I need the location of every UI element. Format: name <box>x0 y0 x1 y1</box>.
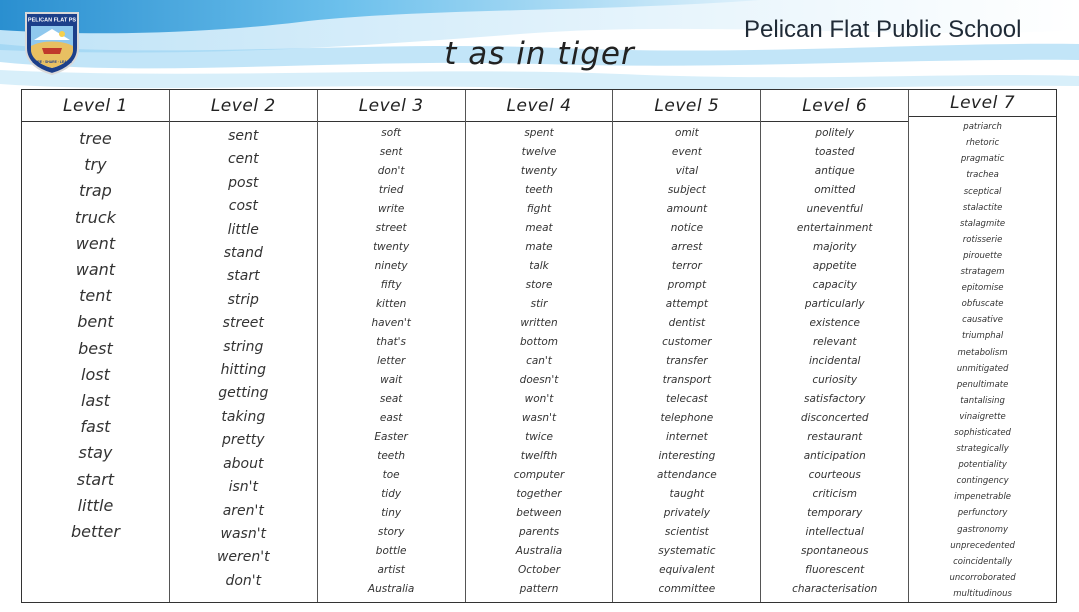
word-item: event <box>671 146 702 158</box>
word-item: bent <box>77 312 114 332</box>
word-item: fight <box>526 203 552 215</box>
word-item: sent <box>379 146 403 158</box>
word-item: coincidentally <box>953 556 1013 567</box>
word-item: rhetoric <box>965 138 1000 149</box>
word-item: uncorroborated <box>949 572 1016 583</box>
word-level-table <box>21 89 1057 603</box>
word-item: satisfactory <box>804 393 866 405</box>
word-item: isn't <box>228 479 258 496</box>
word-item: systematic <box>658 545 716 557</box>
word-item: meat <box>525 222 553 234</box>
word-item: want <box>75 260 116 280</box>
word-item: written <box>520 317 558 329</box>
word-item: toe <box>382 469 400 481</box>
word-item: fluorescent <box>805 564 865 576</box>
word-item: antique <box>814 165 855 177</box>
word-item: spent <box>524 127 554 139</box>
level-column <box>761 90 909 602</box>
word-item: scientist <box>664 526 709 538</box>
level-header: Level 7 <box>909 90 1056 117</box>
word-item: post <box>228 174 259 191</box>
level-header: Level 5 <box>613 90 760 122</box>
word-item: notice <box>670 222 704 234</box>
word-item: taking <box>221 408 266 425</box>
level-header: Level 4 <box>466 90 613 122</box>
word-item: twenty <box>520 165 558 177</box>
word-item: relevant <box>812 336 857 348</box>
word-item: arrest <box>671 241 703 253</box>
word-item: telephone <box>660 412 714 424</box>
word-item: criticism <box>812 488 857 500</box>
word-item: unprecedented <box>950 540 1015 551</box>
level-header: Level 6 <box>761 90 908 122</box>
word-item: twelfth <box>520 450 558 462</box>
word-item: stir <box>530 298 548 310</box>
word-item: anticipation <box>803 450 866 462</box>
word-item: mate <box>525 241 553 253</box>
word-item: weren't <box>216 549 270 566</box>
word-item: pragmatic <box>960 154 1005 165</box>
word-item: Australia <box>515 545 563 557</box>
word-item: unmitigated <box>956 363 1009 374</box>
level-header: Level 1 <box>22 90 169 122</box>
word-item: entertainment <box>796 222 873 234</box>
word-item: sent <box>228 128 259 144</box>
word-list <box>22 122 169 602</box>
word-item: existence <box>809 317 860 329</box>
word-item: gastronomy <box>957 524 1009 535</box>
word-item: disconcerted <box>800 412 869 424</box>
word-item: went <box>75 233 116 253</box>
word-item: vital <box>675 165 699 177</box>
word-item: wait <box>380 374 403 386</box>
word-item: subject <box>667 184 706 196</box>
word-item: trachea <box>966 170 999 181</box>
word-item: transfer <box>666 355 708 367</box>
word-item: store <box>525 279 553 291</box>
word-item: intellectual <box>805 526 864 538</box>
word-item: don't <box>377 165 405 177</box>
word-item: twice <box>525 431 553 443</box>
word-item: trap <box>79 181 112 201</box>
word-item: tried <box>378 184 404 196</box>
word-item: bottle <box>375 545 407 557</box>
word-item: computer <box>513 469 565 481</box>
word-item: talk <box>529 260 549 272</box>
word-item: telecast <box>665 393 708 405</box>
word-item: story <box>377 526 405 538</box>
word-item: majority <box>812 241 857 253</box>
word-item: transport <box>662 374 712 386</box>
word-item: amount <box>666 203 708 215</box>
word-list <box>909 117 1056 602</box>
word-item: spontaneous <box>801 545 869 557</box>
logo-motto: CARE · SHARE · LEARN <box>32 60 72 64</box>
word-item: capacity <box>812 279 857 291</box>
word-item: internet <box>666 431 708 443</box>
level-column <box>613 90 761 602</box>
word-item: artist <box>377 564 405 576</box>
word-item: hitting <box>220 362 266 379</box>
word-item: potentiality <box>958 460 1007 471</box>
word-item: taught <box>669 488 705 500</box>
word-item: string <box>223 338 264 355</box>
word-list <box>761 122 908 602</box>
word-item: stalactite <box>962 202 1003 213</box>
word-item: little <box>77 495 114 515</box>
word-item: pirouette <box>963 250 1003 261</box>
word-item: committee <box>658 583 716 595</box>
word-item: interesting <box>658 450 716 462</box>
word-item: epitomise <box>961 283 1004 294</box>
word-item: between <box>516 507 562 519</box>
word-item: omit <box>675 127 699 139</box>
word-item: politely <box>815 127 855 139</box>
word-item: metabolism <box>957 347 1008 358</box>
word-item: getting <box>218 385 269 402</box>
word-item: Australia <box>367 583 415 595</box>
word-item: together <box>516 488 562 500</box>
word-item: attempt <box>665 298 708 310</box>
word-item: better <box>70 522 120 542</box>
level-header: Level 3 <box>318 90 465 122</box>
word-item: kitten <box>375 298 407 310</box>
word-item: privately <box>663 507 710 519</box>
word-item: seat <box>379 393 403 405</box>
word-item: doesn't <box>519 374 559 386</box>
word-item: strategically <box>956 444 1009 455</box>
word-item: characterisation <box>792 583 878 595</box>
word-list <box>613 122 760 602</box>
word-item: twenty <box>373 241 410 253</box>
level-column <box>466 90 614 602</box>
word-item: vinaigrette <box>959 411 1006 422</box>
word-item: sophisticated <box>954 427 1011 438</box>
word-item: pattern <box>519 583 559 595</box>
word-item: attendance <box>656 469 717 481</box>
word-item: customer <box>662 336 712 348</box>
word-item: fifty <box>380 279 402 291</box>
word-item: Easter <box>374 431 408 443</box>
word-item: start <box>226 268 260 285</box>
word-item: rotisserie <box>962 234 1003 245</box>
word-item: twelve <box>521 146 557 158</box>
word-item: stalagmite <box>960 218 1006 229</box>
word-item: toasted <box>814 146 855 158</box>
word-item: letter <box>376 355 406 367</box>
word-item: equivalent <box>659 564 715 576</box>
level-column <box>318 90 466 602</box>
word-item: triumphal <box>961 331 1004 342</box>
word-item: can't <box>526 355 552 367</box>
word-item: pretty <box>222 432 265 449</box>
word-item: ninety <box>374 260 408 272</box>
word-item: street <box>222 315 264 332</box>
word-item: haven't <box>371 317 411 329</box>
word-item: strip <box>227 291 259 308</box>
level-column <box>170 90 318 602</box>
word-item: wasn't <box>220 525 267 542</box>
word-item: don't <box>225 572 262 589</box>
word-item: start <box>76 469 115 489</box>
word-item: obfuscate <box>961 299 1004 310</box>
page-title: t as in tiger <box>444 36 635 72</box>
word-item: causative <box>962 315 1004 326</box>
word-item: temporary <box>807 507 863 519</box>
word-item: terror <box>671 260 702 272</box>
word-item: restaurant <box>807 431 863 443</box>
word-item: that's <box>376 336 406 348</box>
word-list <box>170 122 317 602</box>
word-item: tidy <box>381 488 402 500</box>
level-header: Level 2 <box>170 90 317 122</box>
word-item: curiosity <box>812 374 858 386</box>
word-item: east <box>379 412 403 424</box>
word-item: tent <box>79 286 112 306</box>
word-item: last <box>81 391 110 411</box>
word-item: stay <box>78 443 113 463</box>
word-item: tantalising <box>960 395 1005 406</box>
word-item: dentist <box>668 317 706 329</box>
word-item: teeth <box>525 184 553 196</box>
word-item: bottom <box>520 336 558 348</box>
word-item: soft <box>381 127 401 139</box>
word-item: aren't <box>222 502 264 519</box>
word-item: stratagem <box>960 267 1005 278</box>
word-item: lost <box>81 364 110 384</box>
word-item: multitudinous <box>953 588 1012 599</box>
word-list <box>466 122 613 602</box>
word-item: about <box>223 455 264 472</box>
word-item: appetite <box>812 260 857 272</box>
word-item: truck <box>74 207 116 227</box>
word-item: particularly <box>804 298 865 310</box>
word-item: try <box>84 155 107 175</box>
word-item: sceptical <box>963 186 1002 197</box>
word-list <box>318 122 465 602</box>
word-item: best <box>78 338 113 358</box>
logo-top-text: PELICAN FLAT PS <box>27 17 77 24</box>
word-item: won't <box>524 393 554 405</box>
word-item: cent <box>227 151 259 168</box>
word-item: write <box>377 203 405 215</box>
word-item: perfunctory <box>957 508 1008 519</box>
word-item: incidental <box>808 355 861 367</box>
word-item: contingency <box>956 476 1009 487</box>
word-item: street <box>375 222 407 234</box>
word-item: tiny <box>381 507 402 519</box>
word-item: parents <box>518 526 560 538</box>
word-item: teeth <box>377 450 406 462</box>
word-item: prompt <box>667 279 707 291</box>
word-item: wasn't <box>521 412 557 424</box>
word-item: stand <box>223 245 263 262</box>
word-item: patriarch <box>963 122 1002 133</box>
word-item: tree <box>79 129 112 148</box>
word-item: cost <box>228 198 258 215</box>
word-item: uneventful <box>806 203 863 215</box>
word-item: omitted <box>814 184 856 196</box>
word-item: fast <box>80 417 111 437</box>
word-item: little <box>227 221 259 238</box>
word-item: October <box>517 564 561 576</box>
word-item: impenetrable <box>954 492 1012 503</box>
word-item: penultimate <box>956 379 1009 390</box>
level-column <box>909 90 1056 602</box>
word-item: courteous <box>808 469 861 481</box>
level-column <box>22 90 170 602</box>
school-name: Pelican Flat Public School <box>744 16 1022 43</box>
